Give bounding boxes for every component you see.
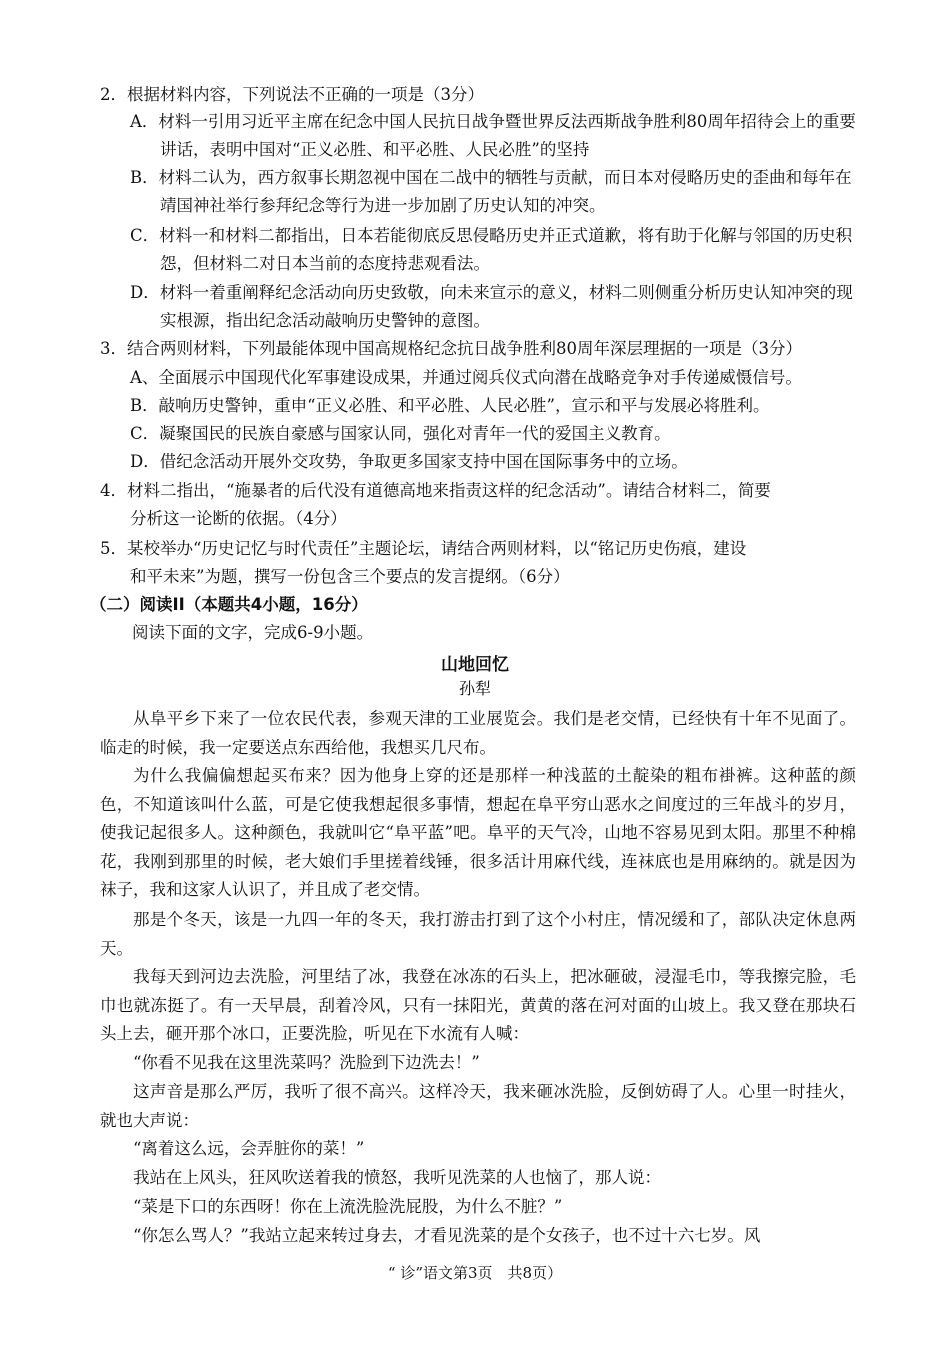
question-3-option-d: D．借纪念活动开展外交攻势，争取更多国家支持中国在国际事务中的立场。 (130, 452, 688, 471)
question-5-line-1: 5．某校举办“历史记忆与时代责任”主题论坛，请结合两则材料，以“铭记历史伤痕，建设 (100, 539, 747, 558)
question-2-option-d: D．材料一着重阐释纪念活动向历史致敬，向未来宣示的意义，材料二则侧重分析历史认知冲突的现实根源，指出纪念活动敲响历史警钟的意图。 (130, 283, 853, 330)
article-paragraph-6: 这声音是那么严厉，我听了很不高兴。这样冷天，我来砸冰洗脸，反倒妨碍了人。心里一时挂火，就也大声说： (100, 1082, 856, 1130)
question-5-line-2: 和平未来”为题，撰写一份包含三个要点的发言提纲。（6分） (130, 567, 570, 586)
page-footer: “ 诊”语文第3页 共8页） (387, 1264, 563, 1282)
article-paragraph-1: 从阜平乡下来了一位农民代表，参观天津的工业展览会。我们是老交情，已经快有十年不见面了。临走的时候，我一定要送点东西给他，我想买几尺布。 (100, 709, 856, 757)
article-paragraph-5: “你看不见我在这里洗菜吗？洗脸到下边洗去！” (133, 1053, 480, 1072)
question-2-option-c: C．材料一和材料二都指出，日本若能彻底反思侵略历史并正式道歉，将有助于化解与邻国的历史积怨，但材料二对日本当前的态度持悲观看法。 (130, 226, 853, 273)
article-paragraph-10: “你怎么骂人？”我站立起来转过身去，才看见洗菜的是个女孩子，也不过十六七岁。风 (133, 1226, 761, 1245)
question-3-option-c: C．凝聚国民的民族自豪感与国家认同，强化对青年一代的爱国主义教育。 (130, 424, 671, 443)
question-3-stem: 3．结合两则材料，下列最能体现中国高规格纪念抗日战争胜利80周年深层理据的一项是（3分） (100, 339, 802, 358)
section-heading: （二）阅读II（本题共4小题，16分） (90, 595, 368, 614)
question-3-option-a: A、全面展示中国现代化军事建设成果，并通过阅兵仪式向潜在战略竞争对手传递威慑信号。 (130, 368, 802, 387)
question-3-option-b: B．敲响历史警钟，重申“正义必胜、和平必胜、人民必胜”，宣示和平与发展必将胜利。 (130, 396, 770, 415)
question-4-line-2: 分析这一论断的依据。（4分） (130, 509, 347, 528)
question-2-option-b: B．材料二认为，西方叙事长期忽视中国在二战中的牺牲与贡献，而日本对侵略历史的歪曲和每年在靖国神社举行参拜纪念等行为进一步加剧了历史认知的冲突。 (130, 168, 852, 215)
question-2-option-a: A．材料一引用习近平主席在纪念中国人民抗日战争暨世界反法西斯战争胜利80周年招待会上的重要讲话，表明中国对“正义必胜、和平必胜、人民必胜”的坚持 (130, 112, 856, 159)
article-paragraph-4: 我每天到河边去洗脸，河里结了冰，我登在冰冻的石头上，把冰砸破，浸湿毛巾，等我擦完脸，毛巾也就冻挺了。有一天早晨，刮着冷风，只有一抹阳光，黄黄的落在河对面的山坡上。我又登在那块石头上去，砸开那个冰口，正要洗脸，听见在下水流有人喊： (100, 967, 856, 1043)
article-paragraph-2: 为什么我偏偏想起买布来？因为他身上穿的还是那样一种浅蓝的土靛染的粗布褂裤。这种蓝的颜色，不知道该叫什么蓝，可是它使我想起很多事情，想起在阜平穷山恶水之间度过的三年战斗的岁月，使我记起很多人。这种颜色，我就叫它“阜平蓝”吧。阜平的天气冷，山地不容易见到太阳。那里不种棉花，我刚到那里的时候，老大娘们手里搓着线锤，很多活计用麻代线，连袜底也是用麻纳的。就是因为袜子，我和这家人认识了，并且成了老交情。 (100, 766, 856, 899)
article-paragraph-3: 那是个冬天，该是一九四一年的冬天，我打游击打到了这个小村庄，情况缓和了，部队决定休息两天。 (100, 910, 856, 958)
question-4-line-1: 4．材料二指出，“施暴者的后代没有道德高地来指责这样的纪念活动”。请结合材料二，简要 (100, 481, 771, 500)
article-paragraph-8: 我站在上风头，狂风吹送着我的愤怒，我听见洗菜的人也恼了，那人说： (133, 1168, 661, 1187)
question-2-stem: 2．根据材料内容，下列说法不正确的一项是（3分） (100, 85, 484, 104)
section-instruction: 阅读下面的文字，完成6-9小题。 (132, 623, 374, 642)
article-title: 山地回忆 (441, 655, 509, 675)
article-author: 孙犁 (458, 679, 491, 698)
article-paragraph-7: “离着这么远，会弄脏你的菜！” (133, 1139, 365, 1158)
article-paragraph-9: “菜是下口的东西呀！你在上流洗脸洗屁股，为什么不脏？” (133, 1197, 563, 1216)
